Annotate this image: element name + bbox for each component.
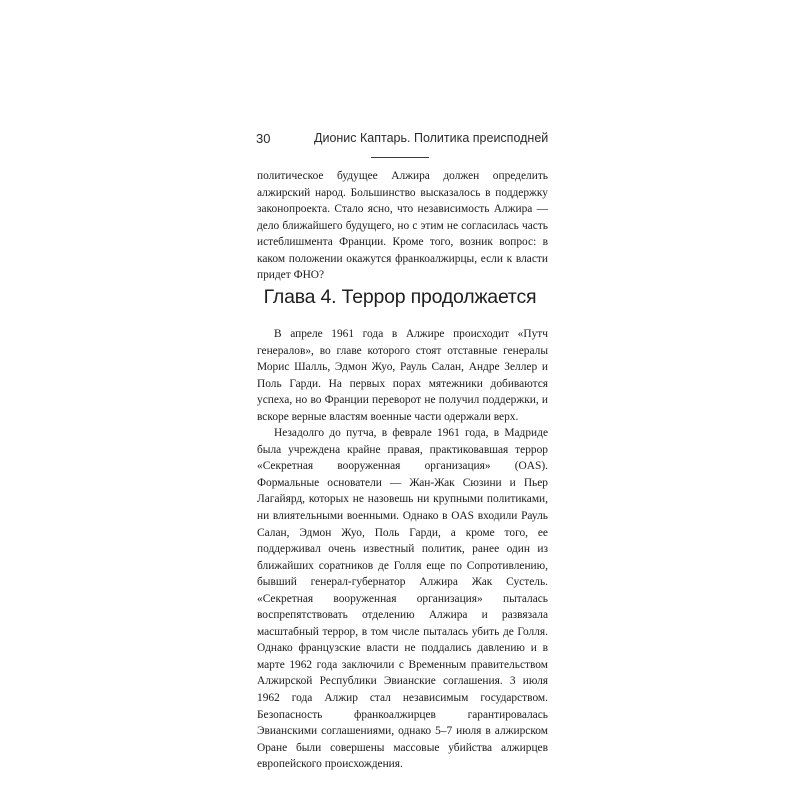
page-number: 30 xyxy=(256,131,271,146)
chapter-body xyxy=(257,326,548,773)
page-header xyxy=(256,131,549,153)
header-rule xyxy=(371,157,429,158)
chapter-title: Глава 4. Террор продолжается xyxy=(263,286,537,308)
running-title: Дионис Каптарь. Политика преисподней xyxy=(314,131,549,145)
intro-paragraph: политическое будущее Алжира должен определить алжирский народ. Большинство высказалось в поддержку законопроекта. Стало ясно, что независимость Алжира — дело ближайшего будущего, но с этим не согласилась часть истеблишмента Франции. Кроме того, возник вопрос: в каком положении окажутся франкоалжирцы, если к власти придет ФНО? xyxy=(257,170,548,282)
paragraph: В апреле 1961 года в Алжире происходит «Путч генералов», во главе которого стоят отставные генералы Морис Шалль, Эдмон Жуо, Рауль Салан, Андре Зеллер и Поль Гарди. На первых порах мятежники добиваются успеха, но во Франции переворот не получил поддержки, и вскоре верные властям военные части одержали верх. xyxy=(257,328,548,423)
paragraph: Незадолго до путча, в феврале 1961 года, в Мадриде была учреждена крайне правая, практиковавшая террор «Секретная вооруженная организация» (OAS). Формальные основатели — Жан-Жак Сюзини и Пьер Лагайярд, которых не назовешь ни крупными политиками, ни влиятельными военными. Однако в OAS входили Рауль Салан, Эдмон Жуо, Поль Гарди, а кроме того, ее поддерживал очень известный политик, ранее один из ближайших соратников де Голля еще по Сопротивлению, бывший генерал-губернатор Алжира Жак Сустель. «Секретная вооруженная организация» пыталась воспрепятствовать отделению Алжира и развязала масштабный террор, в том числе пыталась убить де Голля. Однако французские власти не поддались давлению и в марте 1962 года заключили с Временным правительством Алжирской Республики Эвианские соглашения. 3 июля 1962 года Алжир стал независимым государством. Безопасность франкоалжирцев гарантировалась Эвианскими соглашениями, однако 5–7 июля в алжирском Оране были совершены массовые убийства алжирцев европейского происхождения. xyxy=(257,427,548,771)
intro-text xyxy=(257,168,548,284)
